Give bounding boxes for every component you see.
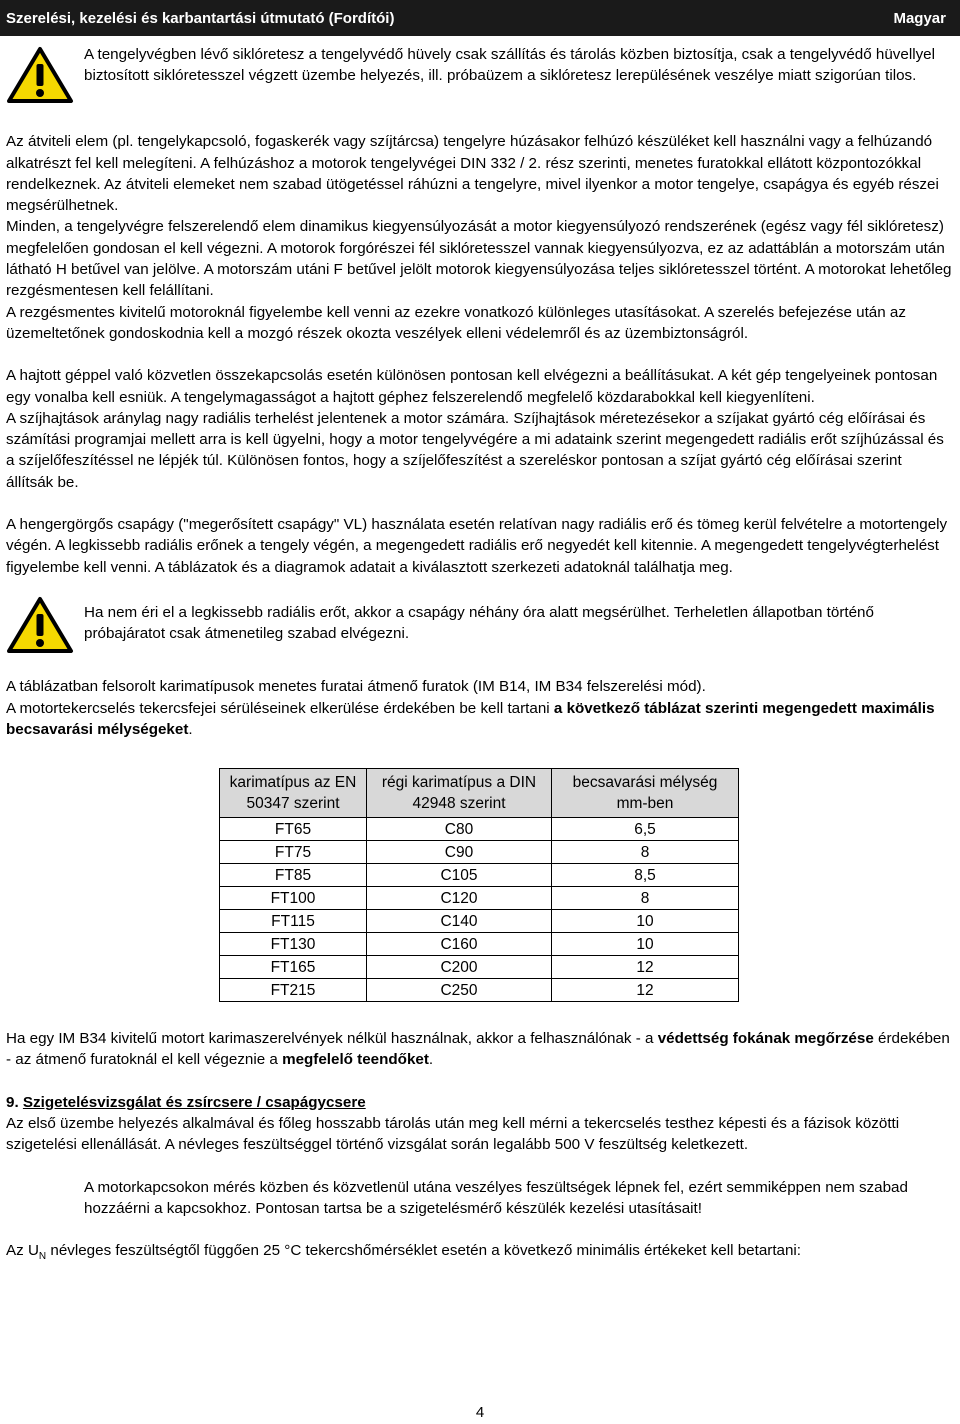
cell-depth: 10 <box>552 933 739 956</box>
cell-depth: 8 <box>552 887 739 910</box>
warning-block-shaft-key <box>6 44 952 110</box>
paragraph-vibration: A rezgésmentes kivitelű motoroknál figyelembe kell venni az ezekre vonatkozó különleges utasításokat. A szerelés befejezése után az üzemeltetőnek gondoskodnia kell a mozgó részek okozta veszélyek elleni védelemről és az üzembiztonságról. <box>6 303 906 342</box>
column-header-screw-depth: becsavarási mélység mm-ben <box>552 769 739 818</box>
winding-text: A motortekercselés tekercsfejei sérüléseinek elkerülése érdekében be kell tartani <box>6 699 550 717</box>
warning-block-voltage <box>6 1177 952 1220</box>
paragraph-im-b34 <box>6 1028 952 1071</box>
b34-emphasis-2: megfelelő teendőket <box>282 1051 429 1069</box>
cell-old-flange: C90 <box>367 841 552 864</box>
warning-block-radial-force <box>6 594 952 660</box>
page-number: 4 <box>475 1404 485 1421</box>
table-row <box>220 956 739 979</box>
b34-text-1: Ha egy IM B34 kivitelű motort karimaszerelvények nélkül használnak, akkor a felhasználónak - a <box>6 1030 658 1048</box>
cell-flange: FT65 <box>220 818 367 841</box>
table-row <box>220 818 739 841</box>
b34-text-2: érdekében - az átmenő furatoknál el kell végeznie a <box>6 1030 950 1069</box>
paragraph-nominal-voltage <box>6 1240 952 1267</box>
cell-old-flange: C160 <box>367 933 552 956</box>
winding-end: . <box>188 720 193 738</box>
cell-flange: FT100 <box>220 887 367 910</box>
cell-old-flange: C250 <box>367 979 552 1002</box>
paragraph-winding <box>6 698 952 741</box>
warning-triangle-icon <box>6 44 78 110</box>
warning-text: A motorkapcsokon mérés közben és közvetlenül utána veszélyes feszültségek lépnek fel, ezért semmiképpen nem szabad hozzáérni a kapcsokhoz. Pontosan tartsa be a szigetelésmérő készülék kezelési utasításait! <box>84 1178 908 1217</box>
cell-flange: FT130 <box>220 933 367 956</box>
un-text-prefix: Az U <box>6 1242 39 1260</box>
cell-old-flange: C200 <box>367 956 552 979</box>
warning-triangle-icon <box>6 594 78 660</box>
table-row <box>220 910 739 933</box>
section-heading-9 <box>6 1092 952 1113</box>
paragraph-flange: A táblázatban felsorolt karimatípusok menetes furatai átmenő furatok (IM B14, IM B34 felszerelési mód). <box>6 678 706 696</box>
cell-flange: FT115 <box>220 910 367 933</box>
un-text-suffix: névleges feszültségtől függően 25 °C tekercshőmérséklet esetén a következő minimális értékeket kell betartani: <box>46 1242 802 1260</box>
paragraph-coupling: A hajtott géppel való közvetlen összekapcsolás esetén különösen pontosan kell elvégezni a beállításukat. A két gép tengelyeinek pontosan egy vonalba kell esniük. A tengelymagasságot a hajtott géphez felszerelendő megfelelő közdarabokkal kell kiegyenlíteni. <box>6 367 938 406</box>
cell-old-flange: C105 <box>367 864 552 887</box>
paragraph-transfer-element: Az átviteli elem (pl. tengelykapcsoló, fogaskerék vagy szíjtárcsa) tengelyre húzásakor felhúzó készüléket kell használni vagy a felhúzandó alkatrészt fel kell melegíteni. A felhúzáshoz a motorok tengelyvégei DIN 332 / 2. rész szerinti, menetes furatokkal ellátott központozókkal rendelkeznek. Az átviteli elemeket nem szabad ütögetéssel ráhúzni a tengelyre, mivel ilyenkor a motor tengelye, csapágya és egyéb részei megsérülhetnek. <box>6 133 939 215</box>
paragraph-balancing: Minden, a tengelyvégre felszerelendő elem dinamikus kiegyensúlyozását a motor kiegyensúlyozó rendszerének (egész vagy fél siklóretesz) megfelelően gondosan el kell végezni. A motorok forgórészei fél siklóretesszel vannak kiegyensúlyozva, ez az adattáblán a motorszám után látható H betűvel van jelölve. A motorszám utáni F betűvel jelölt motorok kiegyensúlyozása teljes siklóretesszel történt. A motorokat lehetőleg rezgésmentesen kell felállítani. <box>6 218 952 300</box>
table-row <box>220 841 739 864</box>
cell-old-flange: C120 <box>367 887 552 910</box>
cell-flange: FT75 <box>220 841 367 864</box>
table-row <box>220 933 739 956</box>
table-row <box>220 979 739 1002</box>
cell-depth: 8 <box>552 841 739 864</box>
warning-text: A tengelyvégben lévő siklóretesz a tengelyvédő hüvely csak szállítás és tárolás közben biztosítja, csak a tengelyvédő hüvellyel biztosított siklóretesszel végzett üzembe helyezés, ill. próbaüzem a siklóretesz lerepülésének veszélye miatt szigorúan tilos. <box>84 46 935 85</box>
document-title: Szerelési, kezelési és karbantartási útmutató (Fordítói) <box>6 9 395 27</box>
language-label: Magyar <box>893 9 946 27</box>
screw-depth-table <box>219 768 739 1002</box>
table-header-row <box>220 769 739 818</box>
table-row <box>220 864 739 887</box>
un-subscript: N <box>38 1251 47 1263</box>
column-header-flange-type: karimatípus az EN 50347 szerint <box>220 769 367 818</box>
cell-flange: FT85 <box>220 864 367 887</box>
cell-depth: 12 <box>552 979 739 1002</box>
column-header-old-flange-type: régi karimatípus a DIN 42948 szerint <box>367 769 552 818</box>
winding-emphasis: a következő táblázat szerinti megengedett maximális becsavarási mélységeket <box>6 699 935 738</box>
cell-depth: 8,5 <box>552 864 739 887</box>
b34-emphasis-1: védettség fokának megőrzése <box>657 1030 874 1048</box>
cell-old-flange: C80 <box>367 818 552 841</box>
paragraph-roller-bearing: A hengergörgős csapágy ("megerősített csapágy" VL) használata esetén relatívan nagy radiális erő és tömeg kerül felvételre a motortengely végén. A legkissebb radiális erőnek a tengely végén, a megengedett radiális erő negyedét kell kitennie. A megengedett tengelyvégterhelést figyelembe kell venni. A táblázatok és a diagramok adatait a kiválasztott szerkezeti adatoknál találhatja meg. <box>6 516 948 576</box>
cell-depth: 10 <box>552 910 739 933</box>
cell-flange: FT215 <box>220 979 367 1002</box>
paragraph-insulation: Az első üzembe helyezés alkalmával és főleg hosszabb tárolás után meg kell mérni a tekercselés testhez képesti és a fázisok közötti szigetelési ellenállását. A névleges feszültséggel történő vizsgálat során legalább 500 V feszültség keletkezett. <box>6 1115 900 1154</box>
warning-text: Ha nem éri el a legkissebb radiális erőt, akkor a csapágy néhány óra alatt megsérülhet. Terheletlen állapotban történő próbajáratot csak átmenetileg szabad elvégezni. <box>84 603 874 643</box>
section-number: 9. <box>6 1093 19 1111</box>
cell-flange: FT165 <box>220 956 367 979</box>
cell-depth: 6,5 <box>552 818 739 841</box>
document-body <box>6 38 952 1268</box>
cell-depth: 12 <box>552 956 739 979</box>
cell-old-flange: C140 <box>367 910 552 933</box>
section-title: Szigetelésvizsgálat és zsírcsere / csapágycsere <box>22 1093 366 1111</box>
paragraph-belt-drive: A szíjhajtások aránylag nagy radiális terhelést jelentenek a motor számára. Szíjhajtások méretezésekor a szíjakat gyártó cég előírásai és számítási programjai mellett arra is kell ügyelni, hogy a motor tengelyvégére a mi adataink szerint megengedett radiális erőt szíjhúzással és a szíjelőfeszítéssel ne lépjék túl. Különösen fontos, hogy a szíjelőfeszítést a szereléskor pontosan a szíjat gyártó cég előírásai szerint állítsák be. <box>6 409 944 491</box>
page-header <box>0 0 960 36</box>
b34-text-3: . <box>428 1051 434 1069</box>
table-row <box>220 887 739 910</box>
